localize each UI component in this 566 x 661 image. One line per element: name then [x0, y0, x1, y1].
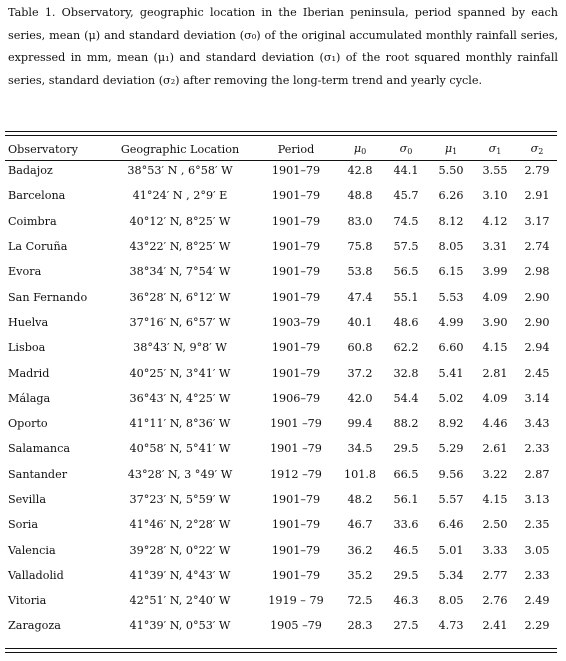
cell-period: 1901–79 — [271, 366, 321, 380]
cell-sigma1: 3.90 — [482, 315, 508, 329]
table-row — [5, 183, 557, 208]
table-row — [5, 386, 557, 411]
cell-mu1: 4.73 — [438, 619, 464, 633]
cell-sigma0: 29.5 — [393, 568, 419, 582]
cell-sigma2: 3.17 — [524, 214, 550, 228]
cell-sigma2: 3.13 — [524, 493, 550, 506]
cell-sigma2: 3.05 — [524, 543, 550, 557]
cell-mu1: 8.05 — [438, 594, 464, 608]
cell-location: 37°23′ N, 5°59′ W — [129, 493, 231, 506]
table-row — [5, 360, 557, 385]
cell-location: 40°58′ N, 5°41′ W — [129, 442, 231, 456]
cell-period: 1901–79 — [271, 493, 321, 506]
cell-period: 1901–79 — [271, 568, 321, 582]
cell-period: 1912 –79 — [270, 467, 322, 481]
header-mu1: $\mu_1$ — [444, 142, 458, 156]
cell-sigma0: 54.4 — [393, 391, 419, 405]
cell-location: 38°43′ N, 9°8′ W — [133, 341, 227, 355]
cell-period: 1901–79 — [271, 240, 321, 254]
bottom-rule — [5, 648, 557, 649]
header-location: Geographic Location — [120, 142, 240, 156]
cell-sigma2: 2.45 — [524, 366, 550, 380]
cell-mu1: 5.41 — [438, 366, 464, 380]
cell-location: 37°16′ N, 6°57′ W — [129, 315, 231, 329]
cell-location: 39°28′ N, 0°22′ W — [129, 543, 231, 557]
cell-sigma2: 2.74 — [524, 240, 550, 254]
cell-observatory: Oporto — [8, 417, 48, 431]
cell-sigma2: 2.90 — [524, 315, 550, 329]
cell-period: 1905 –79 — [270, 619, 322, 633]
cell-sigma0: 55.1 — [393, 290, 419, 304]
cell-location: 43°28′ N, 3 °49′ W — [127, 467, 233, 481]
cell-sigma0: 32.8 — [393, 366, 419, 380]
cell-period: 1901–79 — [271, 265, 321, 279]
table-row — [5, 588, 557, 613]
cell-location: 41°11′ N, 8°36′ W — [129, 417, 231, 431]
table-row — [5, 284, 557, 309]
cell-mu0: 48.8 — [347, 189, 373, 203]
table-row — [5, 436, 557, 461]
cell-mu0: 46.7 — [347, 518, 373, 532]
table-row — [5, 512, 557, 537]
cell-period: 1901–79 — [271, 341, 321, 355]
rainfall-table — [5, 140, 557, 639]
cell-observatory: Lisboa — [8, 341, 46, 355]
cell-location: 43°22′ N, 8°25′ W — [129, 240, 231, 254]
cell-sigma2: 2.33 — [524, 568, 550, 582]
cell-observatory: Sevilla — [8, 493, 47, 506]
cell-mu0: 47.4 — [347, 290, 373, 304]
cell-sigma1: 3.55 — [482, 164, 508, 178]
cell-sigma2: 2.98 — [524, 265, 550, 279]
cell-location: 42°51′ N, 2°40′ W — [129, 594, 231, 608]
cell-mu0: 37.2 — [347, 366, 373, 380]
cell-sigma0: 27.5 — [393, 619, 419, 633]
cell-mu0: 101.8 — [343, 467, 377, 481]
cell-sigma0: 46.5 — [393, 543, 419, 557]
cell-observatory: Salamanca — [8, 442, 71, 456]
cell-observatory: La Coruña — [8, 240, 68, 254]
top-rule-double — [5, 135, 557, 136]
cell-location: 41°24′ N , 2°9′ E — [132, 189, 228, 203]
cell-mu1: 6.15 — [438, 265, 464, 279]
cell-mu0: 60.8 — [347, 341, 373, 355]
table-row — [5, 335, 557, 360]
cell-observatory: San Fernando — [8, 290, 88, 304]
cell-sigma1: 3.22 — [482, 467, 508, 481]
cell-sigma1: 4.15 — [482, 341, 508, 355]
cell-sigma2: 2.49 — [524, 594, 550, 608]
cell-location: 40°12′ N, 8°25′ W — [129, 214, 231, 228]
cell-observatory: Evora — [8, 265, 42, 279]
header-row — [5, 140, 557, 158]
top-rule — [5, 131, 557, 132]
cell-sigma2: 2.91 — [524, 189, 550, 203]
cell-period: 1906–79 — [271, 391, 321, 405]
cell-sigma0: 33.6 — [393, 518, 419, 532]
cell-observatory: Málaga — [8, 391, 51, 405]
cell-sigma0: 48.6 — [393, 315, 419, 329]
cell-mu0: 42.0 — [347, 391, 373, 405]
cell-location: 41°39′ N, 0°53′ W — [129, 619, 231, 633]
table-body — [5, 158, 557, 639]
cell-period: 1901–79 — [271, 543, 321, 557]
cell-location: 41°46′ N, 2°28′ W — [129, 518, 231, 532]
cell-period: 1901 –79 — [270, 442, 322, 456]
cell-mu0: 72.5 — [347, 594, 373, 608]
cell-sigma0: 88.2 — [393, 417, 419, 431]
cell-mu0: 34.5 — [347, 442, 373, 456]
header-sigma1: $\sigma_1$ — [488, 142, 502, 156]
cell-mu1: 8.12 — [438, 214, 464, 228]
cell-observatory: Coimbra — [8, 214, 57, 228]
cell-sigma0: 44.1 — [393, 164, 419, 178]
cell-location: 40°25′ N, 3°41′ W — [129, 366, 231, 380]
table-row — [5, 563, 557, 588]
cell-sigma2: 2.79 — [524, 164, 550, 178]
header-sigma2: $\sigma_2$ — [530, 142, 544, 156]
cell-mu0: 48.2 — [347, 493, 373, 506]
cell-mu1: 5.57 — [438, 493, 464, 506]
cell-sigma2: 2.87 — [524, 467, 550, 481]
cell-observatory: Valencia — [8, 543, 56, 557]
cell-sigma0: 46.3 — [393, 594, 419, 608]
cell-sigma0: 45.7 — [393, 189, 419, 203]
cell-sigma1: 2.77 — [482, 568, 508, 582]
cell-observatory: Huelva — [8, 315, 49, 329]
cell-mu1: 6.26 — [438, 189, 464, 203]
cell-period: 1901–79 — [271, 214, 321, 228]
cell-sigma1: 3.99 — [482, 265, 508, 279]
cell-mu1: 8.92 — [438, 417, 464, 431]
table-row — [5, 209, 557, 234]
cell-sigma0: 29.5 — [393, 442, 419, 456]
cell-location: 41°39′ N, 4°43′ W — [129, 568, 231, 582]
cell-mu0: 53.8 — [347, 265, 373, 279]
cell-observatory: Barcelona — [8, 189, 66, 203]
cell-mu0: 28.3 — [347, 619, 373, 633]
table-row — [5, 234, 557, 259]
cell-mu0: 83.0 — [347, 214, 373, 228]
cell-sigma1: 4.09 — [482, 391, 508, 405]
cell-sigma0: 56.1 — [393, 493, 419, 506]
table-row — [5, 310, 557, 335]
cell-mu1: 5.29 — [438, 442, 464, 456]
cell-sigma1: 4.15 — [482, 493, 508, 506]
cell-observatory: Madrid — [8, 366, 50, 380]
header-sigma0: $\sigma_0$ — [399, 142, 413, 156]
cell-mu1: 9.56 — [438, 467, 464, 481]
cell-sigma1: 4.46 — [482, 417, 508, 431]
cell-observatory: Zaragoza — [8, 619, 61, 633]
table-row — [5, 462, 557, 487]
bottom-rule-double — [5, 652, 557, 653]
cell-period: 1901–79 — [271, 164, 321, 178]
cell-period: 1901–79 — [271, 518, 321, 532]
cell-observatory: Valladolid — [8, 568, 64, 582]
cell-mu1: 5.53 — [438, 290, 464, 304]
cell-sigma1: 3.33 — [482, 543, 508, 557]
cell-sigma0: 62.2 — [393, 341, 419, 355]
cell-sigma1: 2.50 — [482, 518, 508, 532]
cell-mu1: 5.02 — [438, 391, 464, 405]
cell-mu1: 6.60 — [438, 341, 464, 355]
cell-sigma1: 2.41 — [482, 619, 508, 633]
cell-sigma0: 56.5 — [393, 265, 419, 279]
cell-sigma2: 3.14 — [524, 391, 550, 405]
cell-sigma2: 2.33 — [524, 442, 550, 456]
cell-mu0: 99.4 — [347, 417, 373, 431]
cell-period: 1901–79 — [271, 290, 321, 304]
cell-mu1: 6.46 — [438, 518, 464, 532]
table-row — [5, 411, 557, 436]
cell-mu1: 5.01 — [438, 543, 464, 557]
cell-sigma0: 57.5 — [393, 240, 419, 254]
cell-mu1: 5.34 — [438, 568, 464, 582]
cell-sigma0: 74.5 — [393, 214, 419, 228]
cell-period: 1901–79 — [271, 189, 321, 203]
cell-sigma2: 2.35 — [524, 518, 550, 532]
cell-sigma2: 2.94 — [524, 341, 550, 355]
cell-period: 1901 –79 — [270, 417, 322, 431]
cell-mu0: 75.8 — [347, 240, 373, 254]
cell-sigma1: 2.61 — [482, 442, 508, 456]
table-caption: Table 1. Observatory, geographic location in the Iberian peninsula, period spanned by each series, mean (μ) and standard deviation (σ₀) of the original accumulated monthly rainfall series, expressed in mm, mean (μ₁) and standard deviation (σ₁) of the root squared monthly rainfall series, standard deviation (σ₂) after removing the long-term trend and yearly cycle. — [8, 6, 558, 87]
table-row — [5, 259, 557, 284]
cell-sigma1: 4.09 — [482, 290, 508, 304]
cell-sigma2: 2.90 — [524, 290, 550, 304]
table-row — [5, 158, 557, 183]
cell-mu0: 40.1 — [347, 315, 373, 329]
cell-observatory: Badajoz — [8, 164, 53, 178]
cell-mu1: 5.50 — [438, 164, 464, 178]
cell-mu0: 36.2 — [347, 543, 373, 557]
cell-location: 36°43′ N, 4°25′ W — [129, 391, 231, 405]
cell-observatory: Santander — [8, 467, 68, 481]
table-row — [5, 613, 557, 638]
cell-location: 38°53′ N , 6°58′ W — [127, 164, 233, 178]
cell-sigma1: 3.10 — [482, 189, 508, 203]
cell-observatory: Vitoria — [8, 594, 47, 608]
cell-sigma2: 2.29 — [524, 619, 550, 633]
cell-period: 1919 – 79 — [268, 594, 324, 608]
cell-sigma1: 2.81 — [482, 366, 508, 380]
cell-sigma1: 3.31 — [482, 240, 508, 254]
cell-observatory: Soria — [8, 518, 38, 532]
cell-location: 38°34′ N, 7°54′ W — [129, 265, 231, 279]
table-row — [5, 537, 557, 562]
cell-mu1: 4.99 — [438, 315, 464, 329]
cell-mu0: 35.2 — [347, 568, 373, 582]
header-mu0: $\mu_0$ — [353, 142, 367, 156]
cell-mu0: 42.8 — [347, 164, 373, 178]
cell-period: 1903–79 — [271, 315, 321, 329]
header-observatory: Observatory — [8, 142, 78, 156]
cell-sigma0: 66.5 — [393, 467, 419, 481]
cell-location: 36°28′ N, 6°12′ W — [129, 290, 231, 304]
cell-sigma1: 2.76 — [482, 594, 508, 608]
header-period: Period — [277, 142, 315, 156]
cell-sigma2: 3.43 — [524, 417, 550, 431]
table-row — [5, 487, 557, 512]
cell-sigma1: 4.12 — [482, 214, 508, 228]
cell-mu1: 8.05 — [438, 240, 464, 254]
